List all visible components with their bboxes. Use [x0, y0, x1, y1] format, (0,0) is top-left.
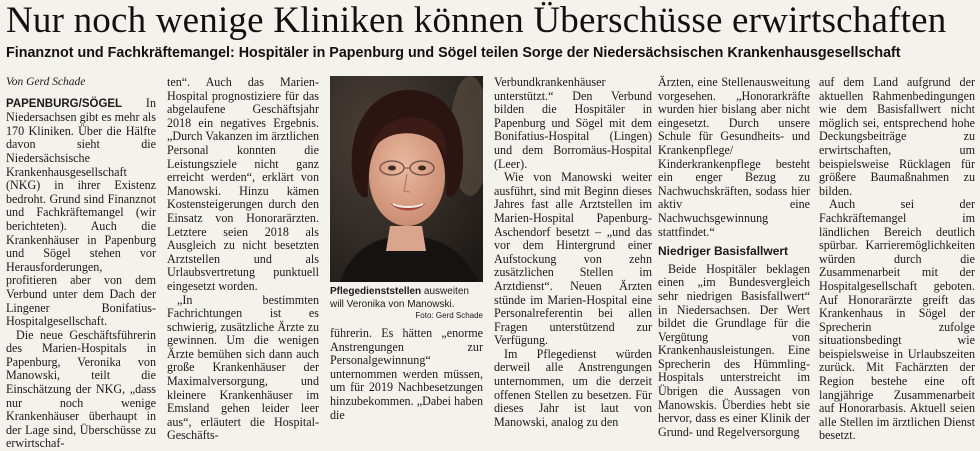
- portrait-photo: [330, 76, 483, 282]
- caption-text: ausweiten will Veronika von Manowski.: [330, 286, 469, 310]
- paragraph: Ärzten, eine Stellenausweitung vorgesehen. „Honorarkräfte wurden hier bislang aber nicht eingesetzt. Durch unsere Schule für Gesundheits- und Krankenpflege/ Kinderkrankenpflege besteht ein enger Bezug zu Nachwuchskräften, sodass hier aktiv eine Nachwuchsgewinnung stattfindet.“: [658, 75, 810, 239]
- paragraph-text: In Niedersachsen gibt es mehr als 170 Kliniken. Über die Hälfte davon sieht die Niedersächsische Krankenhausgesellschaft (NKG) in ihrer Existenz bedroht. Grund sind Finanznot und Fachkräftemangel (wir berichteten). Auch die Krankenhäuser in Papenburg und Sögel stehen vor Herausforderungen, profitieren aber von dem Verbund unter dem Dach der Lingener Bonifatius-Hospitalgesellschaft.: [6, 95, 156, 329]
- portrait-image: [330, 76, 483, 282]
- byline: Von Gerd Schade: [6, 76, 86, 88]
- column-2: [167, 76, 319, 443]
- column-3: [494, 76, 652, 429]
- caption-bold: Pflegedienststellen: [330, 286, 422, 297]
- paragraph: Wie von Manowski weiter ausführt, sind mit Beginn dieses Jahres fast alle Arztstellen im Marien-Hospital Papenburg-Aschendorf besetzt – „und das vor dem Hintergrund einer Aufstockung von zehn zusätzlichen Stellen im Arztdienst“. Neuen Ärzten stünde im Marien-Hospital eine Personalreferentin bei allen Fragen unterstützend zur Verfügung.: [494, 170, 652, 348]
- section-subhead: Niedriger Basisfallwert: [658, 244, 789, 259]
- paragraph: Im Pflegedienst würden derweil alle Anstrengungen unternommen, um die derzeit offenen Stellen zu besetzen. Für dieses Jahr ist laut von Manowski, analog zu den: [494, 346, 652, 429]
- paragraph: Die neue Geschäftsführerin des Marien-Hospitals in Papenburg, Veronika von Manowski, teilt die Einschätzung der NKG, „dass nur noch wenige Krankenhäuser überhaupt in der Lage sind, Überschüsse zu erwirtschaf-: [6, 327, 156, 451]
- photo-caption: [330, 286, 483, 320]
- paragraph: Beide Hospitäler beklagen einen „im Bundesvergleich sehr niedrigen Basisfallwert“ in Niedersachsen. Der Wert bildet die Grundlage für die Vergütung von Krankenhausleistungen. Eine Sprecherin des Hümmling-Hospitals unterstreicht im Übrigen die Aussagen von Manowskis. Überdies hebt sie hervor, dass es einer Klinik der Grund- und Regelversorgung: [658, 261, 810, 439]
- paragraph: Verbundkrankenhäuser unterstützt.“ Den Verbund bilden die Hospitäler in Papenburg und Sögel mit dem Bonifatius-Hospital (Lingen) und dem Borromäus-Hospital (Leer).: [494, 75, 652, 171]
- column-3-under-photo: führerin. Es hätten „enorme Anstrengungen zur Personalgewinnung“ unternommen werden müssen, um für 2019 Nachbesetzungen hinzubekommen. „Dabei haben die: [330, 326, 483, 422]
- paragraph: ten“. Auch das Marien-Hospital prognostiziere für das abgelaufene Geschäftsjahr 2018 ein negatives Ergebnis. „Durch Vakanzen im ärztlichen Personal konnten die Leistungsziele nicht ganz erreicht werden“, erklärt von Manowski. Hinzu kämen Kostensteigerungen durch den Einsatz von Honorarärzten. Letztere seien 2018 als Ausgleich zu nicht besetzten Arztstellen und als Urlaubsvertretung punktuell eingesetzt worden.: [167, 75, 319, 293]
- column-4: [658, 76, 810, 439]
- subheadline: Finanznot und Fachkräftemangel: Hospitäler in Papenburg und Sögel teilen Sorge der Niedersächsischen Krankenhausgesellschaft: [6, 45, 901, 61]
- paragraph: „In bestimmten Fachrichtungen ist es schwierig, zusätzliche Ärzte zu gewinnen. Um die wenigen Ärzte bemühen sich dann auch große Krankenhäuser der Maximalversorgung, und kleinere Krankenhäuser im Emsland gehen leider leer aus“, erläutert die Hospital-Geschäfts-: [167, 292, 319, 443]
- paragraph: auf dem Land aufgrund der aktuellen Rahmenbedingungen wie dem Basisfallwert nicht möglich sei, entsprechend hohe Deckungsbeiträge zu erwirtschaften, um beispielsweise Rücklagen für größere Baumaßnahmen zu bilden.: [819, 75, 975, 198]
- headline: Nur noch wenige Kliniken können Überschüsse erwirtschaften: [6, 0, 947, 41]
- photo-credit: Foto: Gerd Schade: [415, 311, 483, 320]
- column-1: [6, 76, 156, 451]
- dateline: PAPENBURG/SÖGEL: [6, 97, 123, 110]
- column-5: [819, 76, 975, 443]
- paragraph: Auch sei der Fachkräftemangel im ländlichen Bereich deutlich spürbar. Karrieremöglichkeiten würden durch die Zusammenarbeit mit der Hospitalgesellschaft geboten. Auf Honorarärzte greift das Krankenhaus in Sögel der Sprecherin zufolge situationsbedingt wie beispielsweise in Urlaubszeiten zurück. Mit Fachärzten der Region bestehe eine oft langjährige Zusammenarbeit auf Honorarbasis. Aktuell seien alle Stellen im ärztlichen Dienst besetzt.: [819, 197, 975, 443]
- paragraph: [6, 97, 156, 329]
